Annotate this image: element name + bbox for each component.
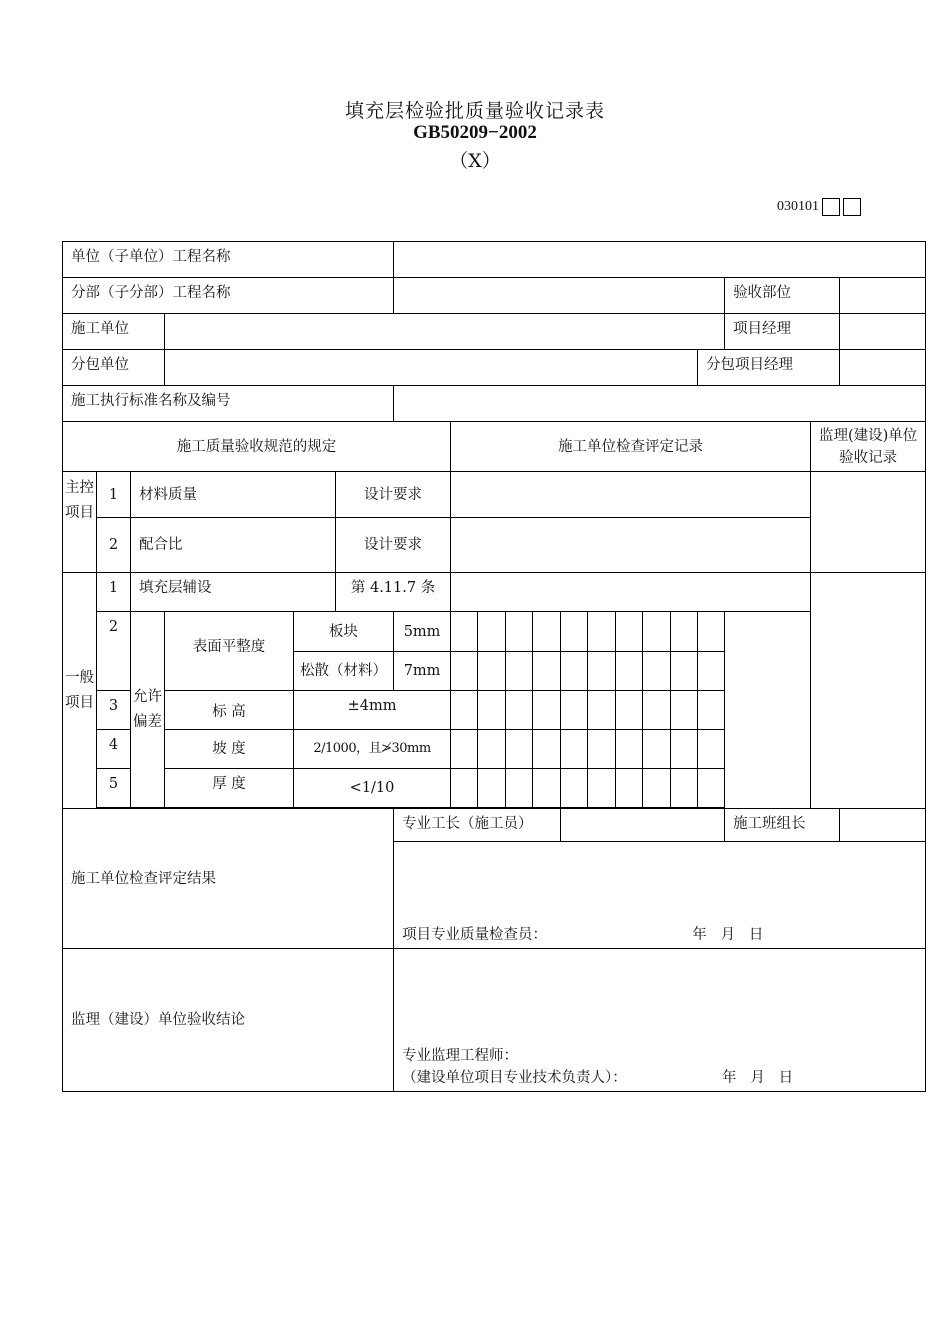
owner-technical-lead-label: （建设单位项目专业技术负责人）： bbox=[402, 1070, 627, 1086]
loose-material-value: 7mm bbox=[394, 652, 451, 691]
measure-cell[interactable] bbox=[506, 652, 533, 691]
measure-cell[interactable] bbox=[616, 691, 643, 730]
acceptance-part-value[interactable] bbox=[840, 278, 926, 314]
measure-cell[interactable] bbox=[561, 691, 588, 730]
thickness-label: 厚 度 bbox=[165, 769, 294, 808]
main-item-name: 配合比 bbox=[131, 518, 336, 573]
construction-unit-label: 施工单位 bbox=[63, 314, 165, 350]
foreman-label: 专业工长（施工员） bbox=[394, 809, 561, 842]
general-item-name: 填充层辅设 bbox=[131, 573, 336, 612]
measure-cell[interactable] bbox=[451, 652, 478, 691]
elevation-label: 标 高 bbox=[165, 691, 294, 730]
form-title: 填充层检验批质量验收记录表 bbox=[344, 100, 605, 122]
block-label: 板块 bbox=[294, 612, 394, 652]
measure-cell[interactable] bbox=[451, 769, 478, 808]
measure-cell[interactable] bbox=[451, 730, 478, 769]
loose-material-label: 松散（材料） bbox=[294, 652, 394, 691]
measure-cell[interactable] bbox=[478, 769, 506, 808]
slope-value: 2/1000，且≯30mm bbox=[294, 730, 451, 769]
measure-cell[interactable] bbox=[698, 769, 725, 808]
measure-cell[interactable] bbox=[478, 652, 506, 691]
unit-project-value[interactable] bbox=[394, 242, 926, 278]
sub-project-value[interactable] bbox=[394, 278, 725, 314]
general-item-no: 2 bbox=[97, 612, 131, 691]
block-value: 5mm bbox=[394, 612, 451, 652]
supervisor-conclusion-label: 监理（建设）单位验收结论 bbox=[63, 949, 394, 1092]
construction-result-sign-area[interactable] bbox=[394, 842, 926, 949]
subcontract-manager-label: 分包项目经理 bbox=[698, 350, 840, 386]
slope-label: 坡 度 bbox=[165, 730, 294, 769]
main-item-requirement: 设计要求 bbox=[336, 472, 451, 518]
unit-project-label: 单位（子单位）工程名称 bbox=[63, 242, 394, 278]
measure-cell[interactable] bbox=[533, 691, 561, 730]
general-item-no: 5 bbox=[97, 769, 131, 808]
measure-cell[interactable] bbox=[698, 652, 725, 691]
measure-cell[interactable] bbox=[533, 730, 561, 769]
check-record-column-header: 施工单位检查评定记录 bbox=[451, 422, 811, 472]
construction-unit-value[interactable] bbox=[165, 314, 725, 350]
measure-cell[interactable] bbox=[643, 769, 671, 808]
measure-cell[interactable] bbox=[451, 691, 478, 730]
supervisor-conclusion-sign-area[interactable] bbox=[394, 949, 926, 1092]
measure-cell[interactable] bbox=[616, 652, 643, 691]
project-manager-label: 项目经理 bbox=[725, 314, 840, 350]
standard-value[interactable] bbox=[394, 386, 926, 422]
subcontract-manager-value[interactable] bbox=[840, 350, 926, 386]
main-item-requirement: 设计要求 bbox=[336, 518, 451, 573]
measure-cell[interactable] bbox=[671, 769, 698, 808]
general-item-clause: 第 4.11.7 条 bbox=[336, 573, 451, 612]
main-items-supervisor-record[interactable] bbox=[811, 472, 926, 573]
team-leader-value[interactable] bbox=[840, 809, 926, 842]
main-item-record[interactable] bbox=[451, 518, 811, 573]
measure-cell[interactable] bbox=[616, 612, 643, 652]
form-code-number: 030101 bbox=[777, 199, 819, 214]
measure-cell[interactable] bbox=[616, 769, 643, 808]
measure-cell[interactable] bbox=[478, 691, 506, 730]
general-item-record[interactable] bbox=[451, 573, 811, 612]
measure-cell[interactable] bbox=[561, 612, 588, 652]
general-items-supervisor-record[interactable] bbox=[811, 573, 926, 809]
inspector-label: 项目专业质量检查员： bbox=[402, 927, 548, 943]
elevation-value: ±4mm bbox=[294, 691, 451, 730]
foreman-value[interactable] bbox=[561, 809, 725, 842]
main-items-label: 主控项目 bbox=[63, 472, 97, 573]
measure-cell[interactable] bbox=[506, 612, 533, 652]
main-item-record[interactable] bbox=[451, 472, 811, 518]
measure-cell[interactable] bbox=[451, 612, 478, 652]
thickness-value: <1/10 bbox=[294, 769, 451, 808]
measure-cell[interactable] bbox=[533, 652, 561, 691]
general-item-no: 3 bbox=[97, 691, 131, 730]
measure-cell[interactable] bbox=[671, 612, 698, 652]
measure-cell[interactable] bbox=[506, 730, 533, 769]
measure-cell[interactable] bbox=[643, 612, 671, 652]
subcontract-unit-label: 分包单位 bbox=[63, 350, 165, 386]
measure-cell[interactable] bbox=[478, 730, 506, 769]
supervisor-date: 年 月 日 bbox=[722, 1070, 794, 1086]
measure-cell[interactable] bbox=[533, 612, 561, 652]
measure-cell[interactable] bbox=[588, 730, 616, 769]
acceptance-part-label: 验收部位 bbox=[725, 278, 840, 314]
measure-cell[interactable] bbox=[698, 612, 725, 652]
measure-cell[interactable] bbox=[643, 691, 671, 730]
general-item-no: 1 bbox=[97, 573, 131, 612]
main-item-no: 2 bbox=[97, 518, 131, 573]
standard-label: 施工执行标准名称及编号 bbox=[63, 386, 394, 422]
measure-cell[interactable] bbox=[588, 612, 616, 652]
code-box-2[interactable] bbox=[843, 198, 861, 216]
flatness-label: 表面平整度 bbox=[165, 612, 294, 691]
spec-column-header: 施工质量验收规范的规定 bbox=[63, 422, 451, 472]
construction-result-label: 施工单位检查评定结果 bbox=[63, 809, 394, 949]
measure-cell[interactable] bbox=[561, 730, 588, 769]
form-code bbox=[777, 198, 861, 216]
acceptance-table bbox=[62, 241, 926, 1092]
measure-cell[interactable] bbox=[698, 691, 725, 730]
measure-cell[interactable] bbox=[616, 730, 643, 769]
measure-cell[interactable] bbox=[671, 730, 698, 769]
sub-project-label: 分部（子分部）工程名称 bbox=[63, 278, 394, 314]
measure-cell[interactable] bbox=[478, 612, 506, 652]
supervisor-record-column-header: 监理(建设)单位验收记录 bbox=[811, 422, 926, 472]
measure-cell[interactable] bbox=[588, 652, 616, 691]
measure-cell[interactable] bbox=[643, 730, 671, 769]
construction-date: 年 月 日 bbox=[692, 927, 764, 943]
measure-cell[interactable] bbox=[588, 769, 616, 808]
allowable-deviation-label: 允许偏差 bbox=[131, 612, 165, 808]
team-leader-label: 施工班组长 bbox=[725, 809, 840, 842]
general-item-no: 4 bbox=[97, 730, 131, 769]
main-item-name: 材料质量 bbox=[131, 472, 336, 518]
measure-cell[interactable] bbox=[588, 691, 616, 730]
measure-cell[interactable] bbox=[671, 691, 698, 730]
measure-cell[interactable] bbox=[506, 769, 533, 808]
measure-cell[interactable] bbox=[561, 769, 588, 808]
code-box-1[interactable] bbox=[822, 198, 840, 216]
title-suffix: （Ⅹ） bbox=[449, 150, 501, 172]
project-manager-value[interactable] bbox=[840, 314, 926, 350]
general-items-label: 一般项目 bbox=[63, 573, 97, 809]
measure-cell[interactable] bbox=[698, 730, 725, 769]
main-item-no: 1 bbox=[97, 472, 131, 518]
supervising-engineer-label: 专业监理工程师： bbox=[402, 1048, 519, 1064]
measure-cell[interactable] bbox=[533, 769, 561, 808]
subcontract-unit-value[interactable] bbox=[165, 350, 698, 386]
measure-cell[interactable] bbox=[643, 652, 671, 691]
measure-cell[interactable] bbox=[671, 652, 698, 691]
measure-cell[interactable] bbox=[506, 691, 533, 730]
measure-cell[interactable] bbox=[561, 652, 588, 691]
standard-code: GB50209−2002 bbox=[413, 122, 537, 143]
